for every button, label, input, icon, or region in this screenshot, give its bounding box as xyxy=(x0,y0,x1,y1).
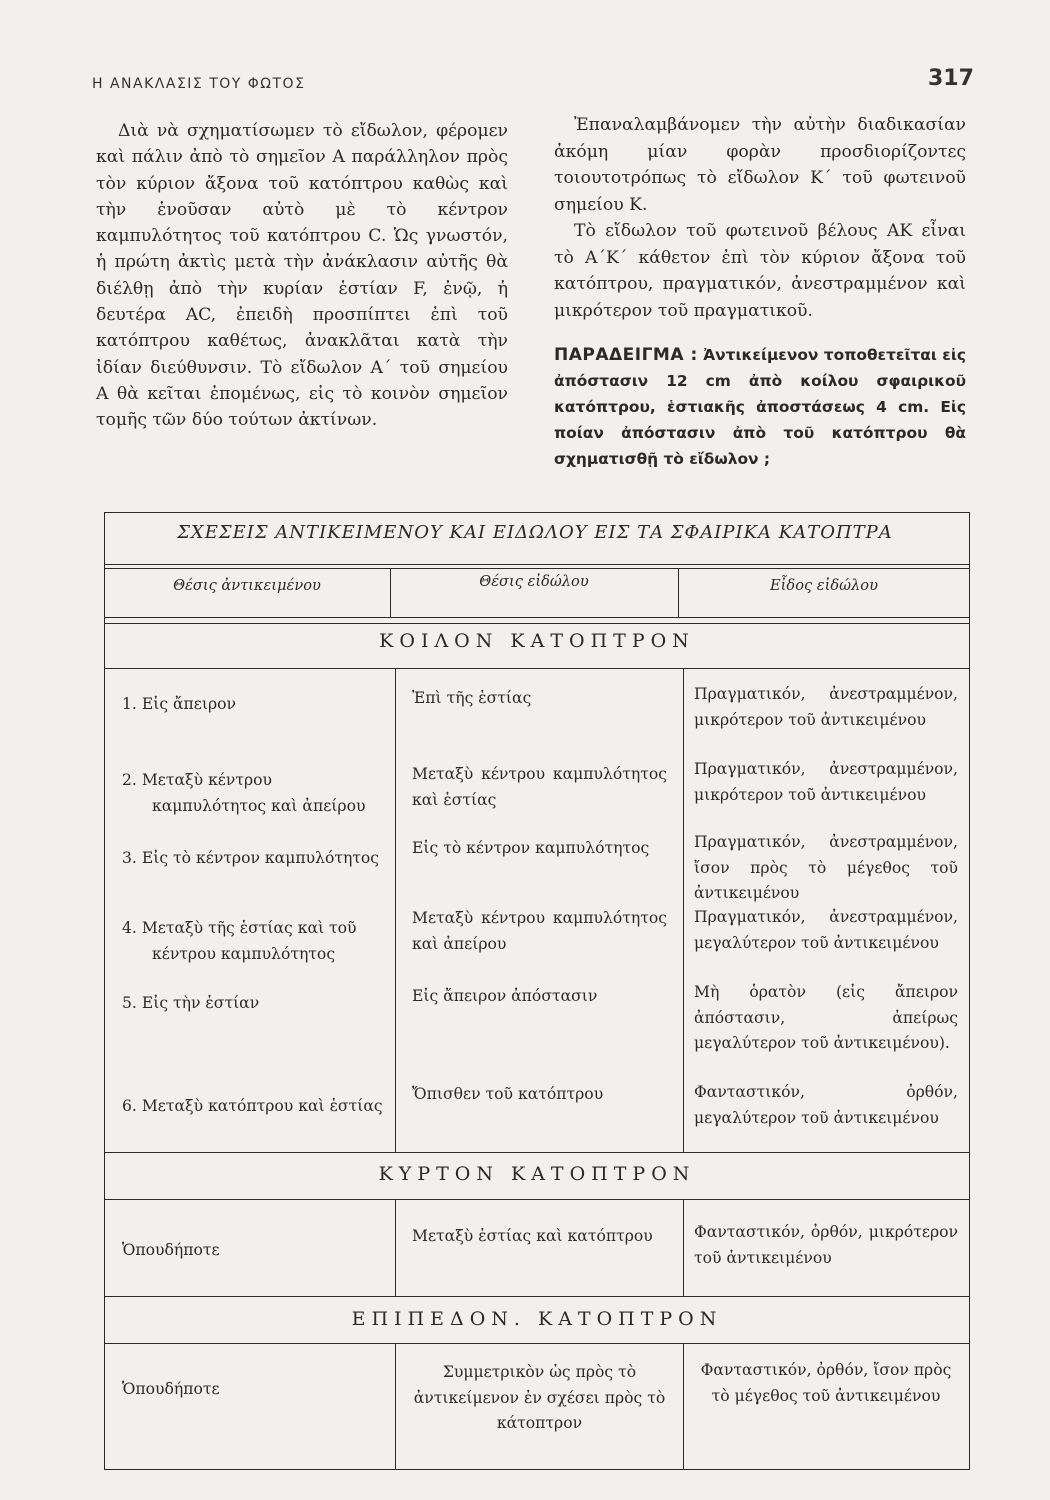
concave-row-4-image-position: Μεταξὺ κέντρου καμπυλότητος καὶ ἀπείρου xyxy=(412,909,667,953)
concave-row-2-image-type: Πραγματικόν, ἀνεστραμμένον, μικρότερον τοῦ ἀντικειμένου xyxy=(694,760,958,804)
header-image-position: Θέσις εἰδώλου xyxy=(479,573,589,590)
concave-row-3-image-type: Πραγματικόν, ἀνεστραμμένον, ἴσον πρὸς τὸ μέγεθος τοῦ ἀντικειμένου xyxy=(694,833,958,902)
concave-row-4-image-type: Πραγματικόν, ἀνεστραμμένον, μεγαλύτερον τοῦ ἀντικειμένου xyxy=(694,908,958,952)
concave-row-3-image-position: Εἰς τὸ κέντρον καμπυλότητος xyxy=(412,839,650,857)
header-object-position: Θέσις ἀντικειμένου xyxy=(173,577,321,594)
running-header: Η ΑΝΑΚΛΑΣΙΣ ΤΟΥ ΦΩΤΟΣ xyxy=(92,76,306,92)
left-paragraph: Διὰ νὰ σχηματίσωμεν τὸ εἴδωλον, φέρομεν καὶ πάλιν ἀπὸ τὸ σημεῖον A παράλληλον πρὸς τὸν κύριον ἄξονα τοῦ κατόπτρου καθὼς καὶ τὴν ἑνοῦσαν αὐτὸ μὲ τὸ κέντρον καμπυλότητος τοῦ κατόπτρου C. Ὡς γνωστόν, ἡ πρώτη ἀκτὶς μετὰ τὴν ἀνάκλασιν αὐτῆς θὰ διέλθῃ ἀπὸ τὴν κυρίαν ἑστίαν F, ἐνῷ, ἡ δευτέρα AC, ἐπειδὴ προσπίπτει ἐπὶ τοῦ κατόπτρου καθέτως, ἀνακλᾶται κατὰ τὴν ἰδίαν διεύθυνσιν. Τὸ εἴδωλον A΄ τοῦ σημείου A θὰ κεῖται ἐπομένως, εἰς τὸ κοινὸν σημεῖον τομῆς τῶν δύο τούτων ἀκτίνων. xyxy=(96,121,508,431)
concave-row-6-object: 6. Μεταξὺ κατόπτρου καὶ ἑστίας xyxy=(122,1097,383,1115)
table-divider xyxy=(104,1152,970,1153)
table-divider xyxy=(104,568,970,569)
table-divider xyxy=(104,1199,970,1200)
table-divider xyxy=(104,1296,970,1297)
plane-row-image-type: Φανταστικόν, ὀρθόν, ἴσον πρὸς τὸ μέγεθος τοῦ ἀντικειμένου xyxy=(700,1361,952,1405)
column-divider xyxy=(395,1343,396,1470)
column-divider xyxy=(395,668,396,1152)
left-column xyxy=(96,118,508,434)
plane-row-image-position: Συμμετρικὸν ὡς πρὸς τὸ ἀντικείμενον ἐν σχέσει πρὸς τὸ κάτοπτρον xyxy=(413,1363,666,1432)
concave-row-1-object: 1. Εἰς ἄπειρον xyxy=(122,695,237,713)
concave-row-5-object: 5. Εἰς τὴν ἑστίαν xyxy=(122,994,260,1012)
table-divider xyxy=(104,668,970,669)
right-paragraph-1: Ἐπαναλαμβάνομεν τὴν αὐτὴν διαδικασίαν ἀκόμη μίαν φορὰν προσδιορίζοντες τοιουτοτρόπως τὸ εἴδωλον K΄ τοῦ φωτεινοῦ σημείου K. xyxy=(554,115,966,215)
table-title: ΣΧΕΣΕΙΣ ΑΝΤΙΚΕΙΜΕΝΟΥ ΚΑΙ ΕΙΔΩΛΟΥ ΕΙΣ ΤΑ ΣΦΑΙΡΙΚΑ ΚΑΤΟΠΤΡΑ xyxy=(177,522,893,543)
header-image-type: Εἶδος εἰδώλου xyxy=(770,577,878,594)
column-divider xyxy=(683,1343,684,1470)
concave-row-5-image-position: Εἰς ἄπειρον ἀπόστασιν xyxy=(412,987,598,1005)
example-problem xyxy=(554,342,966,472)
column-divider xyxy=(395,1199,396,1296)
example-text: Ἀντικείμενον τοποθετεῖται εἰς ἀπόστασιν 12 cm ἀπὸ κοίλου σφαιρικοῦ κατόπτρου, ἑστιακῆς ἀποστάσεως 4 cm. Εἰς ποίαν ἀπόστασιν ἀπὸ τοῦ κατόπτρου θὰ σχηματισθῇ τὸ εἴδωλον ; xyxy=(554,346,966,468)
concave-row-3-object: 3. Εἰς τὸ κέντρον καμπυλότητος xyxy=(122,849,380,867)
convex-row-image-type: Φανταστικόν, ὀρθόν, μικρότερον τοῦ ἀντικειμένου xyxy=(694,1223,958,1267)
concave-row-2-image-position: Μεταξὺ κέντρου καμπυλότητος καὶ ἑστίας xyxy=(412,765,667,809)
concave-row-2-object: 2. Μεταξὺ κέντρου καμπυλότητος καὶ ἀπείρου xyxy=(122,771,366,815)
concave-row-1-image-position: Ἐπὶ τῆς ἑστίας xyxy=(412,689,532,707)
plane-row-object: Ὁπουδήποτε xyxy=(122,1380,220,1398)
example-label: ΠΑΡΑΔΕΙΓΜΑ : xyxy=(554,345,698,365)
convex-row-image-position: Μεταξὺ ἑστίας καὶ κατόπτρου xyxy=(412,1227,653,1245)
concave-row-5-image-type: Μὴ ὁρατὸν (εἰς ἄπειρον ἀπόστασιν, ἀπείρως μεγαλύτερον τοῦ ἀντικειμένου). xyxy=(694,983,958,1052)
right-paragraph-2: Τὸ εἴδωλον τοῦ φωτεινοῦ βέλους AK εἶναι τὸ A΄K΄ κάθετον ἐπὶ τὸν κύριον ἄξονα τοῦ κατόπτρου, πραγματικόν, ἀνεστραμμένον καὶ μικρότερον τοῦ πραγματικοῦ. xyxy=(554,221,966,321)
concave-row-4-object: 4. Μεταξὺ τῆς ἑστίας καὶ τοῦ κέντρου καμπυλότητος xyxy=(122,919,357,963)
section-plane-mirror: ΕΠΙΠΕΔΟΝ. ΚΑΤΟΠΤΡΟΝ xyxy=(351,1308,723,1330)
convex-row-object: Ὁπουδήποτε xyxy=(122,1241,220,1259)
section-concave-mirror: ΚΟΙΛΟΝ ΚΑΤΟΠΤΡΟΝ xyxy=(379,630,695,652)
concave-row-6-image-type: Φανταστικόν, ὀρθόν, μεγαλύτερον τοῦ ἀντικειμένου xyxy=(694,1083,958,1127)
column-divider xyxy=(683,1199,684,1296)
right-column xyxy=(554,112,966,472)
section-convex-mirror: ΚΥΡΤΟΝ ΚΑΤΟΠΤΡΟΝ xyxy=(378,1163,696,1185)
table-divider xyxy=(104,623,970,624)
table-divider xyxy=(104,617,970,618)
concave-row-6-image-position: Ὄπισθεν τοῦ κατόπτρου xyxy=(412,1085,604,1103)
page-number: 317 xyxy=(928,66,974,91)
table-divider xyxy=(104,1343,970,1344)
concave-row-1-image-type: Πραγματικόν, ἀνεστραμμένον, μικρότερον τοῦ ἀντικειμένου xyxy=(694,685,958,729)
column-divider xyxy=(683,668,684,1152)
table-divider xyxy=(104,564,970,565)
